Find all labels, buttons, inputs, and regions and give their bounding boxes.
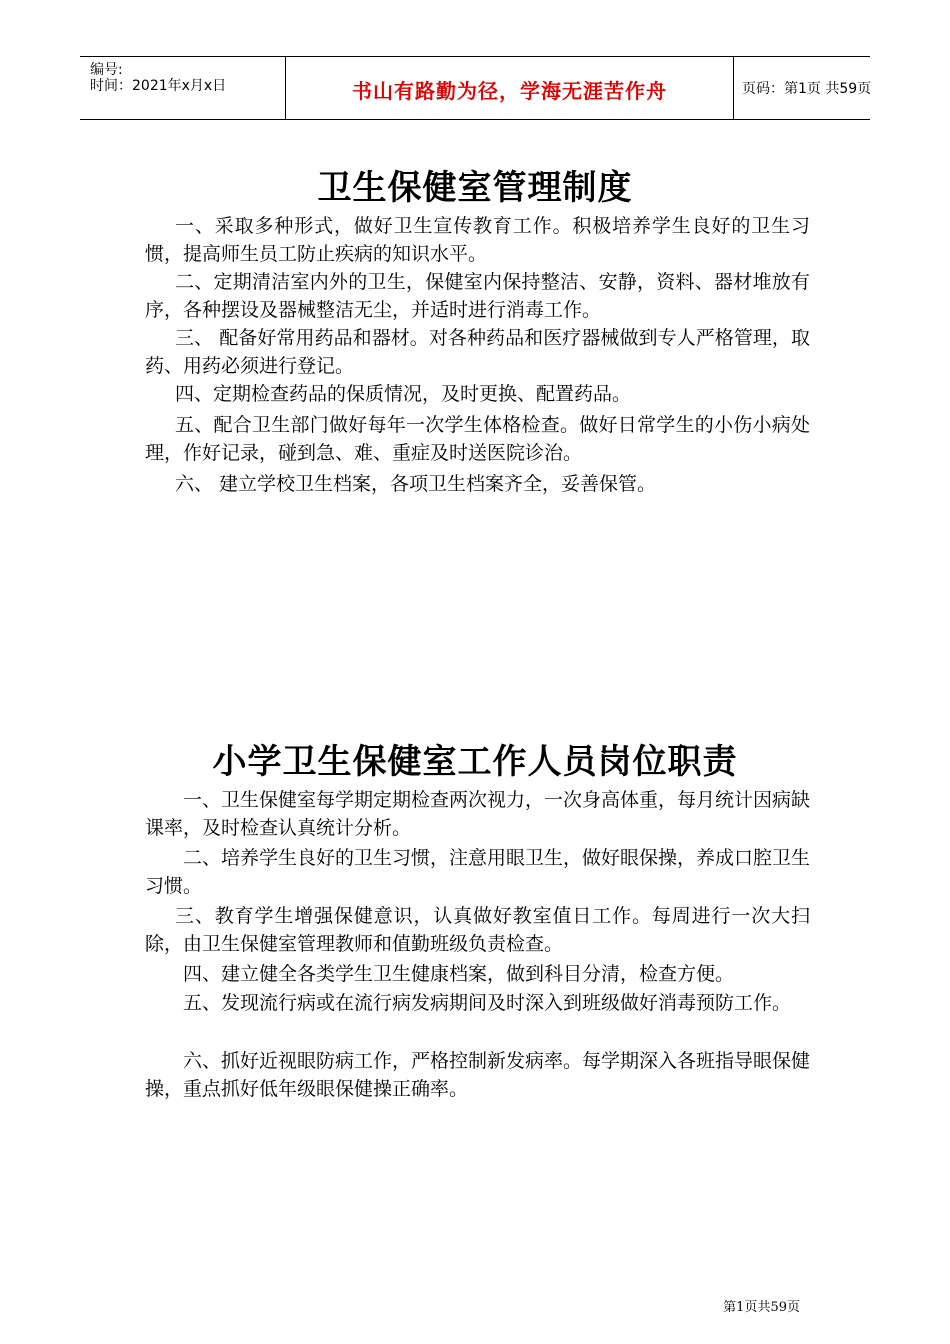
section2-paragraph-1: 一、卫生保健室每学期定期检查两次视力，一次身高体重，每月统计因病缺课率，及时检查认真统计分析。 (145, 789, 811, 839)
section1-paragraph-6: 六、 建立学校卫生档案，各项卫生档案齐全，妥善保管。 (175, 473, 657, 495)
section2-title: 小学卫生保健室工作人员岗位职责 (212, 742, 738, 782)
document-number-label: 编号: (90, 62, 123, 78)
section1-paragraph-3: 三、 配备好常用药品和器材。对各种药品和医疗器械做到专人严格管理，取药、用药必须进行登记。 (145, 327, 810, 377)
header-right-cell (732, 57, 870, 119)
section1-paragraph-5: 五、配合卫生部门做好每年一次学生体格检查。做好日常学生的小伤小病处理，作好记录，碰到急、难、重症及时送医院诊治。 (145, 414, 810, 464)
header-page-info: 页码：第1页 共59页 (742, 81, 872, 97)
section2-paragraph-6: 六、抓好近视眼防病工作，严格控制新发病率。每学期深入各班指导眼保健操，重点抓好低年级眼保健操正确率。 (145, 1050, 811, 1100)
section2-paragraph-3: 三、教育学生增强保健意识，认真做好教室值日工作。每周进行一次大扫除，由卫生保健室管理教师和值勤班级负责检查。 (145, 905, 810, 955)
page-header (80, 56, 870, 120)
page-footer: 第1页共59页 (723, 1300, 800, 1315)
document-time-label: 时间：2021年x月x日 (90, 78, 227, 94)
section1-title: 卫生保健室管理制度 (317, 168, 633, 208)
section2-paragraph-4: 四、建立健全各类学生卫生健康档案，做到科目分清，检查方便。 (183, 963, 735, 985)
section1-paragraph-2: 二、定期清洁室内外的卫生，保健室内保持整洁、安静，资料、器材堆放有序，各种摆设及器械整洁无尘，并适时进行消毒工作。 (145, 271, 810, 321)
section1-paragraph-1: 一、采取多种形式，做好卫生宣传教育工作。积极培养学生良好的卫生习惯，提高师生员工防止疾病的知识水平。 (145, 215, 810, 265)
section2-paragraph-5: 五、发现流行病或在流行病发病期间及时深入到班级做好消毒预防工作。 (183, 992, 792, 1014)
header-left-cell (80, 57, 285, 119)
header-motto-cell (285, 57, 734, 119)
section2-paragraph-2: 二、培养学生良好的卫生习惯，注意用眼卫生，做好眼保操，养成口腔卫生习惯。 (145, 847, 811, 897)
header-motto: 书山有路勤为径，学海无涯苦作舟 (352, 79, 667, 103)
section1-paragraph-4: 四、定期检查药品的保质情况，及时更换、配置药品。 (175, 383, 632, 405)
